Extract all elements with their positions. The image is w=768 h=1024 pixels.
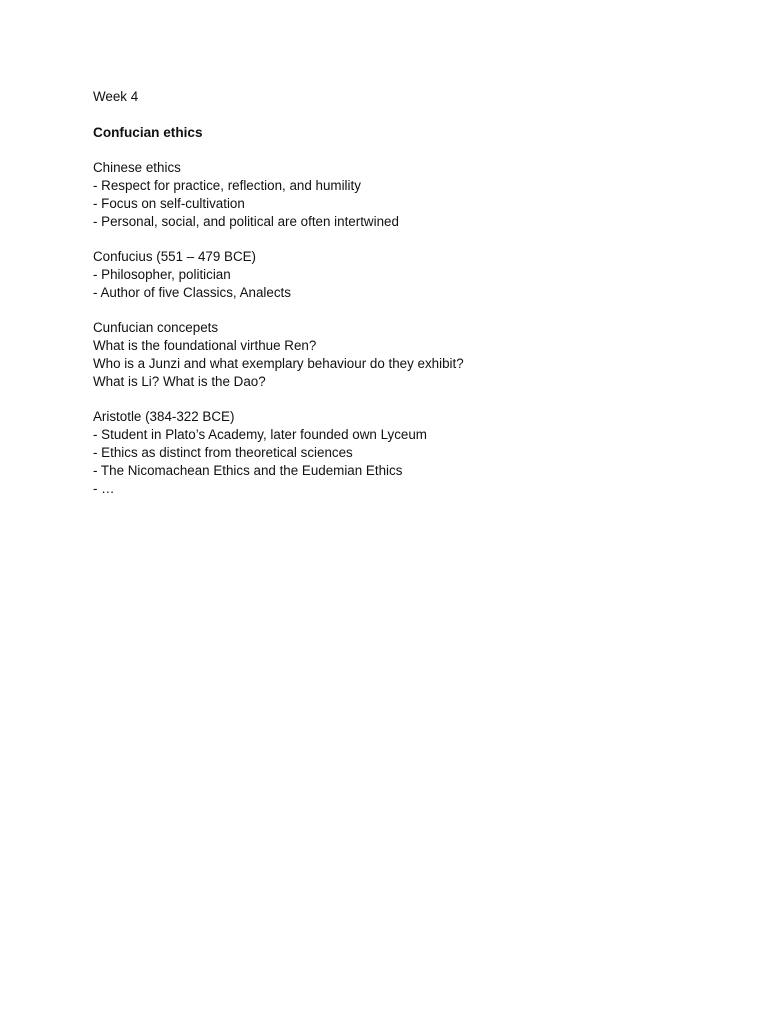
section-line: What is the foundational virthue Ren? <box>93 338 317 354</box>
spacer <box>93 391 713 409</box>
section-line: - The Nicomachean Ethics and the Eudemian Ethics <box>93 462 403 478</box>
section-line: Confucius (551 – 479 BCE) <box>93 249 257 265</box>
section-line: Who is a Junzi and what exemplary behaviour do they exhibit? <box>93 355 464 371</box>
spacer <box>93 302 713 320</box>
spacer <box>93 106 713 124</box>
section-line: Aristotle (384-322 BCE) <box>93 409 235 425</box>
section-chinese-ethics <box>93 159 713 230</box>
section-line: Chinese ethics <box>93 160 181 176</box>
section-line: What is Li? What is the Dao? <box>93 373 266 389</box>
section-line: - Student in Plato’s Academy, later founded own Lyceum <box>93 427 427 443</box>
section-line: Cunfucian concepets <box>93 320 219 336</box>
section-line: - Personal, social, and political are often intertwined <box>93 213 399 229</box>
section-aristotle <box>93 408 713 497</box>
section-line: - Philosopher, politician <box>93 266 231 282</box>
document-title: Confucian ethics <box>93 124 203 140</box>
spacer <box>93 230 713 248</box>
week-label: Week 4 <box>93 89 139 104</box>
section-confucian-concepts <box>93 319 713 390</box>
section-confucius <box>93 248 713 301</box>
document-body <box>93 88 713 497</box>
section-line: - … <box>93 480 115 496</box>
section-line: - Ethics as distinct from theoretical sciences <box>93 444 353 460</box>
section-line: - Focus on self-cultivation <box>93 195 245 211</box>
section-line: - Respect for practice, reflection, and humility <box>93 177 361 193</box>
spacer <box>93 141 713 159</box>
section-line: - Author of five Classics, Analects <box>93 284 291 300</box>
